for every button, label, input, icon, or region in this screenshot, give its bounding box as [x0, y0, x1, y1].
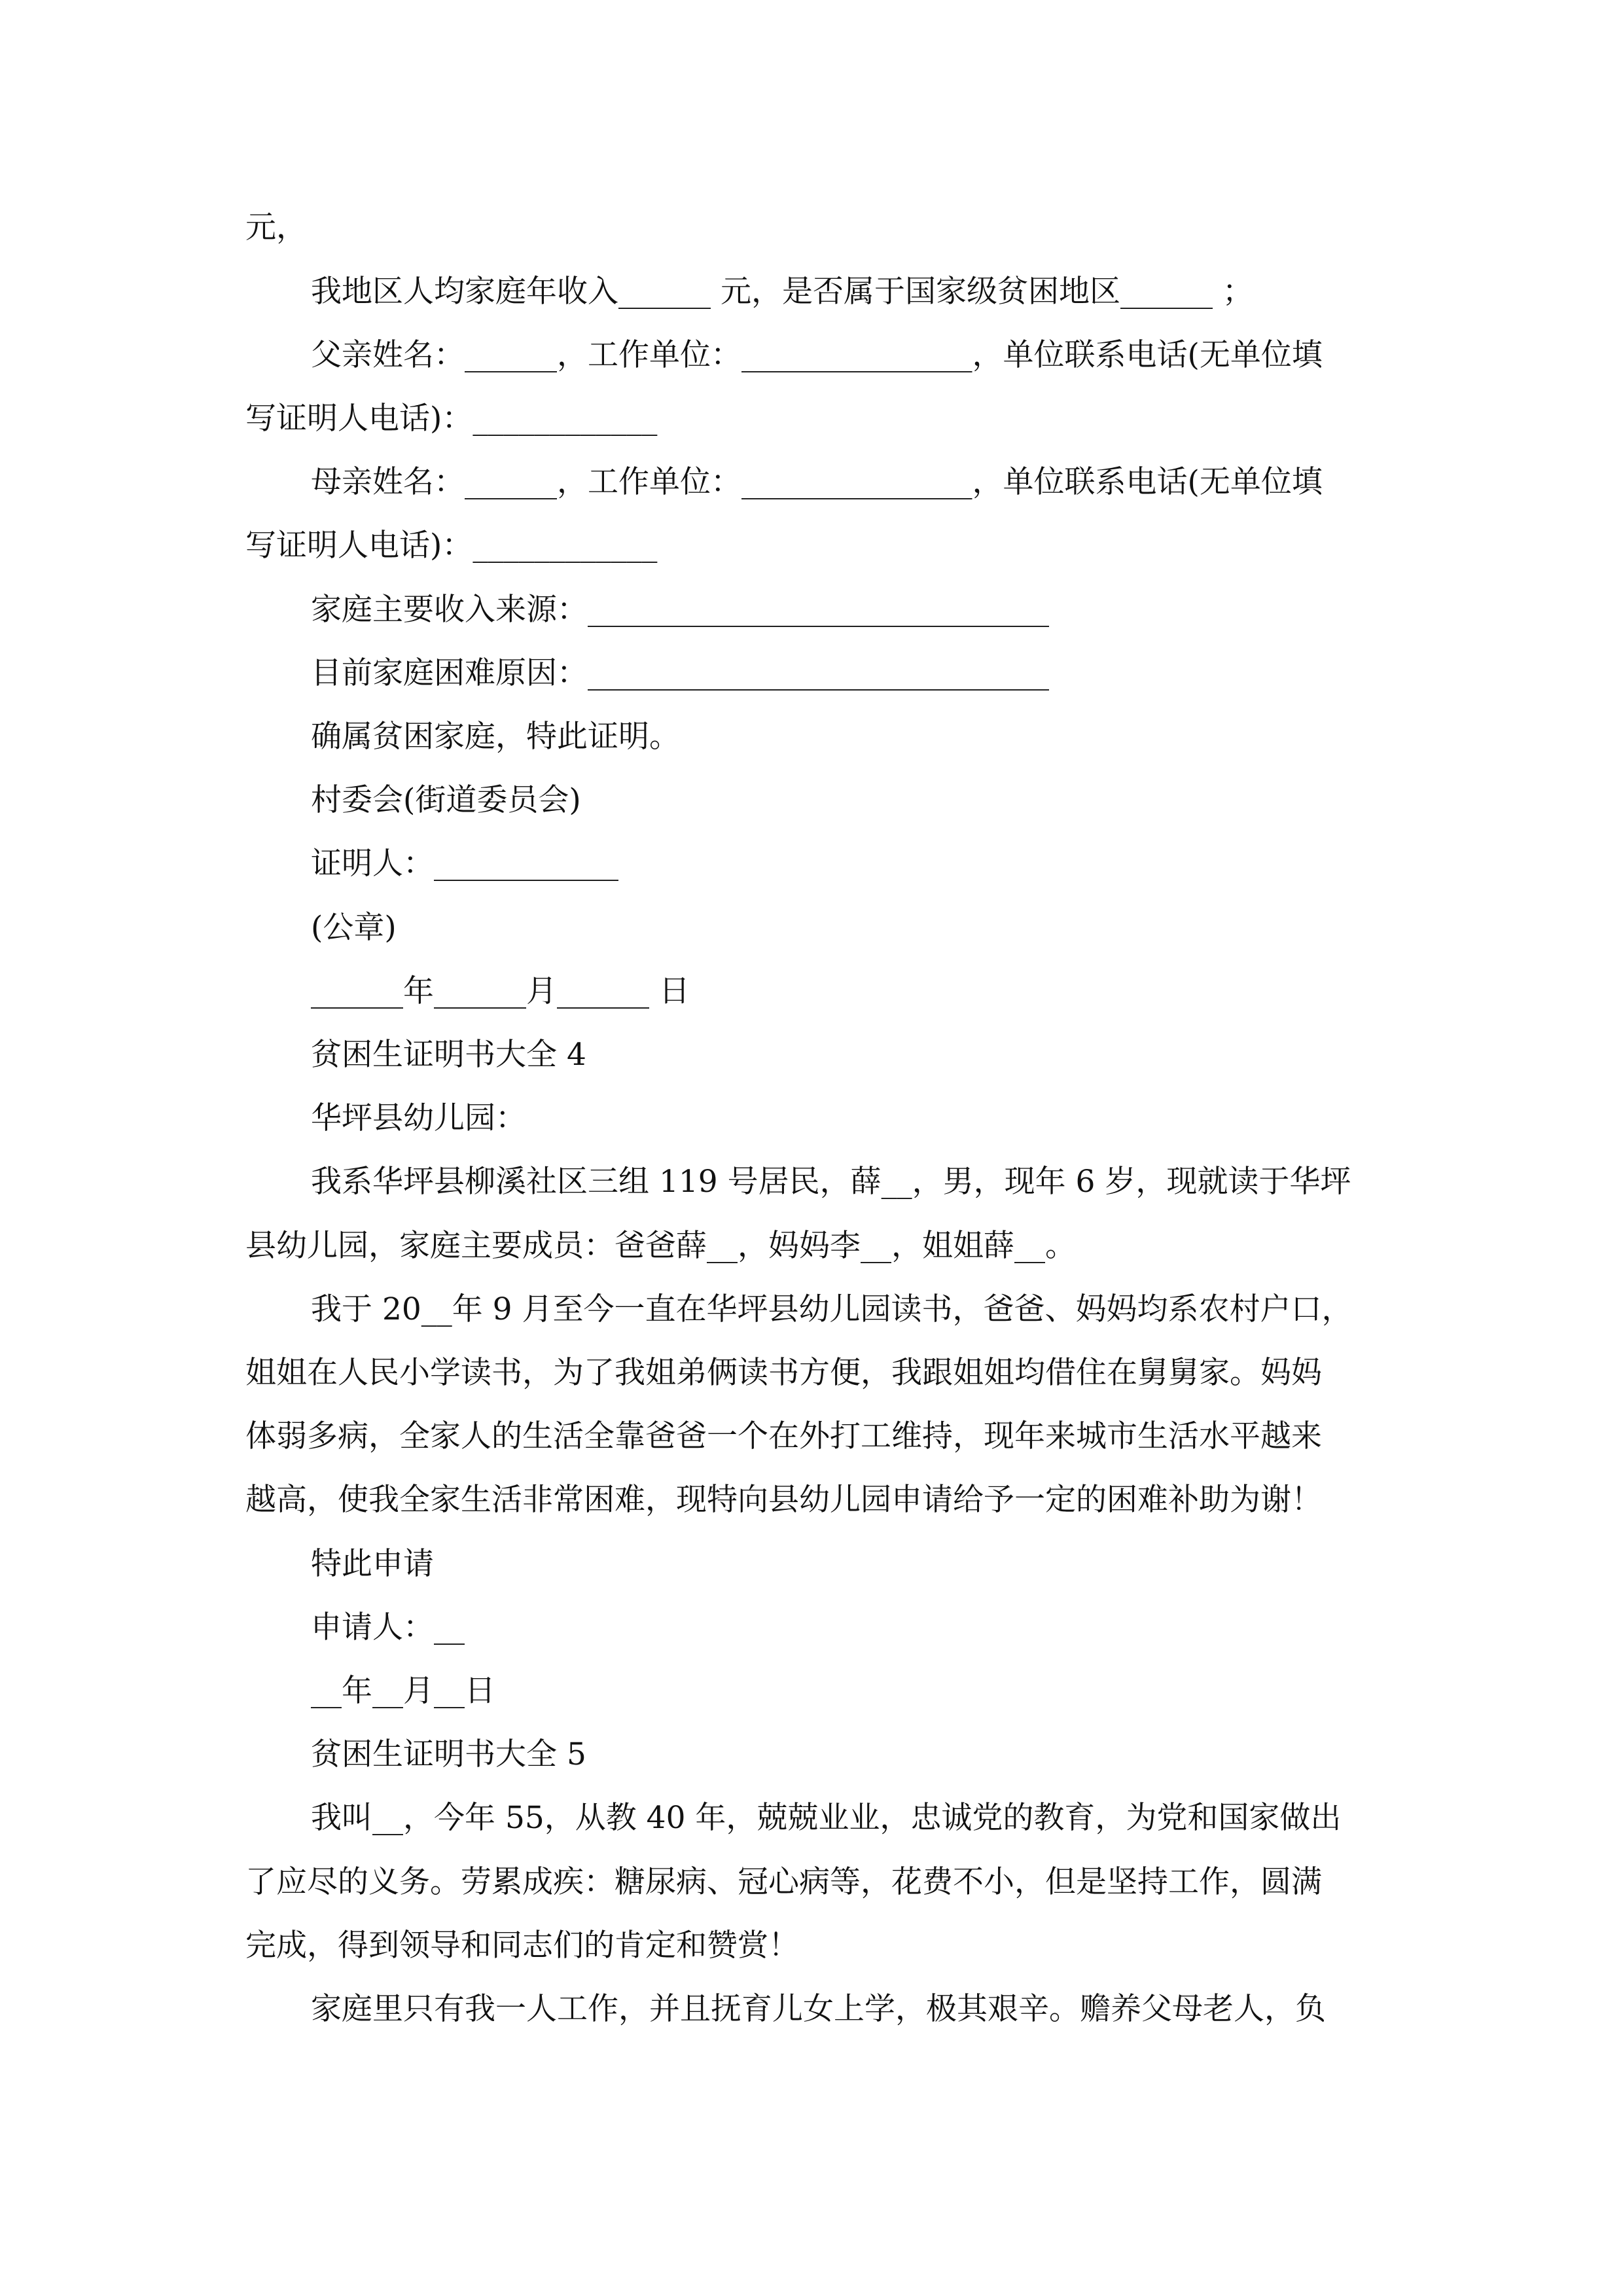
- text-line: 母亲姓名：______，工作单位：_______________，单位联系电话(无单位填: [311, 464, 1323, 500]
- text-line: 确属贫困家庭，特此证明。: [311, 719, 680, 755]
- text-line: 申请人：__: [311, 1609, 465, 1645]
- text-line: 家庭里只有我一人工作，并且抚育儿女上学，极其艰辛。赡养父母老人，负: [311, 1991, 1326, 2027]
- text-line: 村委会(街道委员会): [311, 782, 581, 818]
- text-line: 写证明人电话)：____________: [245, 401, 658, 437]
- text-line: 父亲姓名：______，工作单位：_______________，单位联系电话(无单位填: [311, 337, 1323, 373]
- text-line: ______年______月______ 日: [311, 973, 690, 1009]
- text-line: 特此申请: [311, 1546, 434, 1582]
- text-line: 目前家庭困难原因：______________________________: [311, 655, 1049, 691]
- text-line: 我叫__，今年 55，从教 40 年，兢兢业业，忠诚党的教育，为党和国家做出: [311, 1800, 1342, 1836]
- text-line: 完成，得到领导和同志们的肯定和赞赏！: [245, 1928, 799, 1964]
- text-line: 证明人：____________: [311, 846, 618, 882]
- text-line: 姐姐在人民小学读书，为了我姐弟俩读书方便，我跟姐姐均借住在舅舅家。妈妈: [245, 1355, 1322, 1391]
- text-line: 我地区人均家庭年收入______ 元，是否属于国家级贫困地区______ ；: [311, 274, 1253, 310]
- section-heading: 贫困生证明书大全 4: [311, 1037, 586, 1073]
- text-line: 了应尽的义务。劳累成疾：糖尿病、冠心病等，花费不小，但是坚持工作，圆满: [245, 1864, 1322, 1900]
- text-line: (公章): [311, 910, 397, 946]
- section-heading: 贫困生证明书大全 5: [311, 1736, 586, 1772]
- text-line: 写证明人电话)：____________: [245, 528, 658, 564]
- text-line: 元，: [245, 209, 307, 245]
- text-line: 华坪县幼儿园：: [311, 1100, 526, 1136]
- text-line: __年__月__日: [311, 1673, 495, 1709]
- text-line: 越高，使我全家生活非常困难，现特向县幼儿园申请给予一定的困难补助为谢！: [245, 1482, 1322, 1518]
- text-line: 我系华坪县柳溪社区三组 119 号居民，薛__，男，现年 6 岁，现就读于华坪: [311, 1164, 1351, 1200]
- text-line: 县幼儿园，家庭主要成员：爸爸薛__，妈妈李__，姐姐薛__。: [245, 1228, 1076, 1264]
- text-line: 家庭主要收入来源：______________________________: [311, 592, 1049, 628]
- text-line: 体弱多病，全家人的生活全靠爸爸一个在外打工维持，现年来城市生活水平越来: [245, 1418, 1322, 1454]
- text-line: 我于 20__年 9 月至今一直在华坪县幼儿园读书，爸爸、妈妈均系农村户口，: [311, 1291, 1353, 1327]
